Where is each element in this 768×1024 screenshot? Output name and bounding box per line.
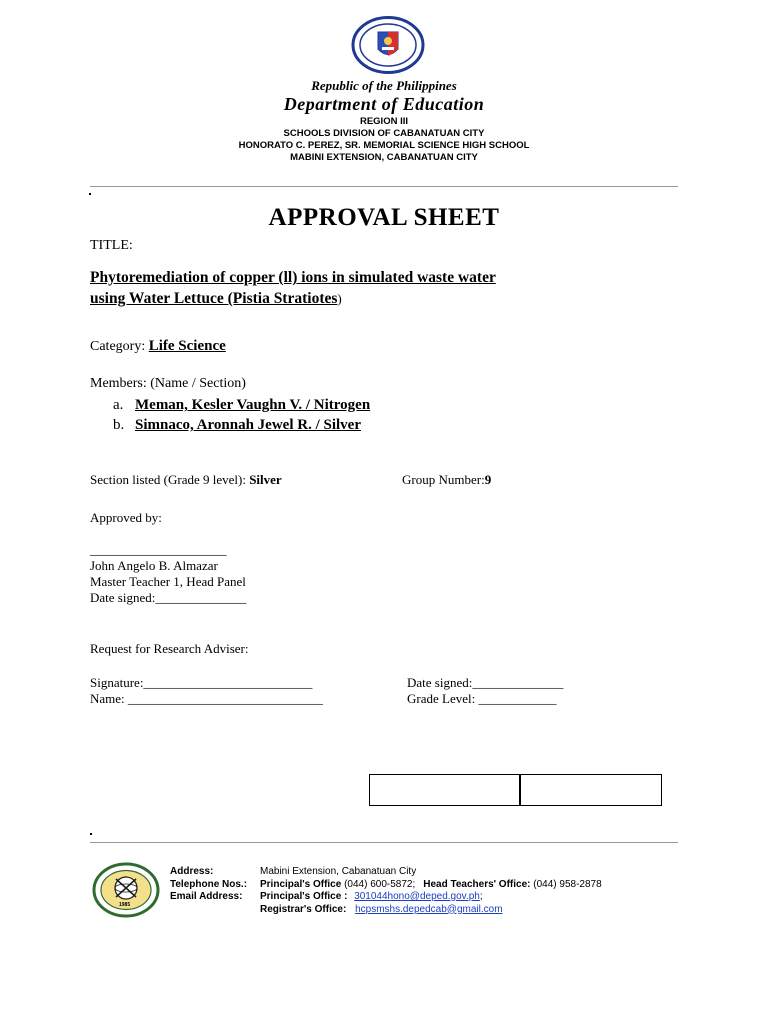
email-registrar-row [260,904,602,917]
region-line: REGION III [359,116,409,127]
approver-block [90,542,246,606]
research-title-line-2-end: ) [337,291,342,306]
approver-date-signed: Date signed:______________ [90,590,247,605]
seal-year: 1985 [119,902,131,908]
footer-divider [90,842,678,843]
telephone-principal-label: Principal's Office [260,878,342,890]
email-label: Email Address: [170,891,243,902]
research-title-line-2 [90,288,496,309]
adviser-fields-right [407,675,563,707]
member-name: Meman, Kesler Vaughn V. / Nitrogen [135,397,371,413]
category-value: Life Science [148,338,226,354]
group-value: 9 [484,472,492,487]
request-adviser-label: Request for Research Adviser: [90,641,249,656]
approver-signature-line: _____________________ [90,542,227,557]
members-list [113,395,370,435]
telephone-label: Telephone Nos.: [170,878,248,890]
signature-field: Signature:__________________________ [90,675,313,690]
email-principal-row [260,891,602,904]
list-item [113,395,370,415]
email-principal-end: ; [479,891,483,902]
email-registrar-label: Registrar's Office: [260,903,347,915]
telephone-head-value: (044) 958-2878 [530,878,602,890]
page-title: APPROVAL SHEET [268,204,500,231]
research-title-line-1: Phytoremediation of copper (ll) ions in simulated waste water [90,269,496,286]
footer-dot [90,833,92,835]
footer-values [260,866,602,916]
telephone-head-label: Head Teachers' Office: [423,878,531,890]
date-signed-field: Date signed:______________ [407,675,564,690]
adviser-fields-left [90,675,323,707]
republic-heading: Republic of the Philippines [311,78,457,93]
section-label: Section listed (Grade 9 level): [90,472,250,487]
school-seal-logo [92,862,160,918]
address-label: Address: [170,866,214,877]
divider-dot [89,193,91,195]
email-registrar-link[interactable]: hcpsmshs.depedcab@gmail.com [355,903,503,915]
approved-by-label: Approved by: [90,510,162,525]
research-title-line-2-text: using Water Lettuce (Pistia Stratiotes [90,290,338,307]
email-principal-link[interactable]: 301044hono@deped.gov.ph [354,891,480,902]
name-field: Name: ______________________________ [90,691,323,706]
division-line: SCHOOLS DIVISION OF CABANATUAN CITY [283,128,485,139]
header-divider [90,186,678,187]
telephone-row [260,879,602,892]
telephone-principal-value: (044) 600-5872; [341,878,416,890]
category-label: Category: [90,339,149,354]
school-address-line: MABINI EXTENSION, CABANATUAN CITY [290,152,478,163]
section-value: Silver [249,472,282,487]
empty-box-right-cell [519,774,662,806]
list-item [113,415,370,435]
members-label: Members: (Name / Section) [90,376,246,391]
group-row [402,472,491,488]
empty-box-left-cell [369,774,521,806]
approver-title: Master Teacher 1, Head Panel [90,574,246,589]
research-title [90,267,496,309]
department-heading: Department of Education [283,94,485,114]
member-marker: a. [113,397,124,413]
group-label: Group Number: [402,472,485,487]
section-row [90,472,282,488]
member-marker: b. [113,417,125,433]
address-value: Mabini Extension, Cabanatuan City [260,866,417,877]
category-row [90,338,226,355]
school-line: HONORATO C. PEREZ, SR. MEMORIAL SCIENCE HIGH SCHOOL [238,140,530,151]
grade-level-field: Grade Level: ____________ [407,691,557,706]
title-label: TITLE: [90,238,133,253]
member-name: Simnaco, Aronnah Jewel R. / Silver [135,417,361,433]
email-principal-label: Principal's Office : [260,891,348,902]
deped-seal-logo [351,16,425,74]
footer-labels [170,866,247,904]
approver-name: John Angelo B. Almazar [90,558,218,573]
